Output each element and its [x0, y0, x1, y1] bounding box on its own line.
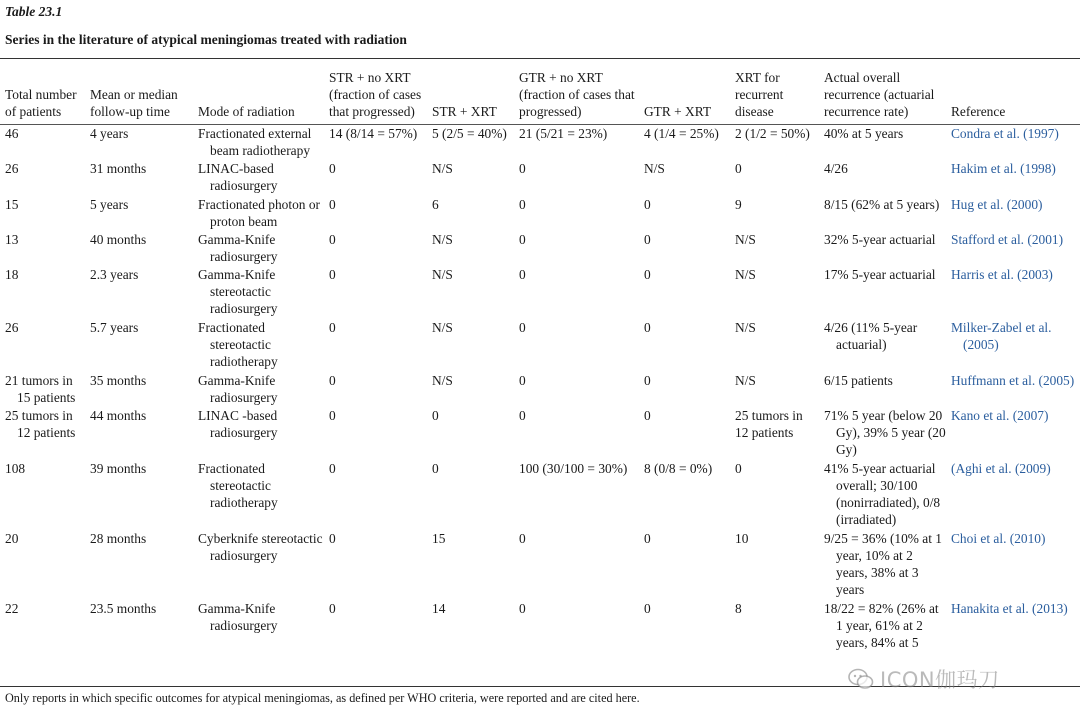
cell-gtr-xrt [639, 318, 730, 371]
cell-reference [946, 230, 1080, 265]
cell-str-no-xrt [324, 230, 427, 265]
cell-overall-recurrence [819, 159, 946, 195]
cell-gtr-xrt [639, 459, 730, 529]
cell-total-patients [0, 529, 85, 599]
cell-overall-recurrence [819, 459, 946, 529]
cell-gtr-xrt [639, 371, 730, 406]
cell-str-xrt [427, 406, 514, 459]
data-table [0, 60, 1080, 659]
cell-text: 8 [735, 601, 742, 616]
cell-text: 0 [735, 161, 742, 176]
cell-text: 4/26 [824, 161, 848, 176]
cell-text: Cyberknife stereotactic radiosurgery [198, 531, 323, 563]
cell-text: 0 [644, 601, 651, 616]
cell-overall-recurrence [819, 230, 946, 265]
cell-str-xrt [427, 371, 514, 406]
cell-follow-up [85, 529, 193, 599]
cell-text: 35 months [90, 373, 147, 388]
cell-str-xrt [427, 599, 514, 659]
cell-text: N/S [432, 373, 453, 388]
cell-text: 0 [644, 232, 651, 247]
reference-link[interactable]: Kano et al. (2007) [951, 408, 1049, 423]
cell-text: 0 [329, 461, 336, 476]
col-header-gtr-xrt: GTR + XRT [644, 104, 712, 119]
cell-follow-up [85, 318, 193, 371]
cell-text: 20 [5, 531, 19, 546]
cell-text: 25 tumors in 12 patients [735, 408, 803, 440]
cell-text: 0 [519, 408, 526, 423]
cell-str-no-xrt [324, 265, 427, 318]
table-row [0, 529, 1080, 599]
cell-str-xrt [427, 529, 514, 599]
cell-gtr-no-xrt [514, 599, 639, 659]
col-header-overall-recurrence: Actual overall recurrence (actuarial recurrence rate) [824, 70, 935, 119]
reference-link[interactable]: Huffmann et al. (2005) [951, 373, 1075, 388]
cell-text: 4/26 (11% 5-year actuarial) [824, 320, 918, 352]
cell-text: Gamma-Knife radiosurgery [198, 601, 278, 633]
cell-mode [193, 265, 324, 318]
cell-follow-up [85, 265, 193, 318]
cell-follow-up [85, 371, 193, 406]
cell-text: 23.5 months [90, 601, 157, 616]
table-row [0, 406, 1080, 459]
reference-link[interactable]: Hug et al. (2000) [951, 197, 1043, 212]
cell-reference [946, 406, 1080, 459]
cell-text: 46 [5, 126, 19, 141]
col-header-reference: Reference [951, 104, 1006, 119]
cell-text: 5.7 years [90, 320, 139, 335]
cell-mode [193, 406, 324, 459]
cell-reference [946, 159, 1080, 195]
cell-str-no-xrt [324, 195, 427, 230]
table-row [0, 265, 1080, 318]
cell-gtr-no-xrt [514, 159, 639, 195]
top-rule [0, 58, 1080, 59]
col-header-mode: Mode of radiation [198, 104, 295, 119]
cell-text: 8/15 (62% at 5 years) [824, 197, 940, 212]
cell-text: 15 [432, 531, 446, 546]
cell-xrt-recurrent [730, 599, 819, 659]
cell-text: 4 years [90, 126, 129, 141]
cell-follow-up [85, 406, 193, 459]
cell-text: 0 [519, 373, 526, 388]
watermark [848, 664, 1000, 694]
cell-text: N/S [735, 232, 756, 247]
cell-follow-up [85, 459, 193, 529]
table-footnote: Only reports in which specific outcomes for atypical meningiomas, as defined per WHO criteria, were reported and are cited here. [5, 691, 640, 705]
cell-gtr-xrt [639, 124, 730, 159]
cell-gtr-xrt [639, 159, 730, 195]
cell-str-xrt [427, 195, 514, 230]
cell-text: 0 [519, 197, 526, 212]
cell-text: 6/15 patients [824, 373, 893, 388]
table-label: Table 23.1 [5, 4, 63, 19]
cell-follow-up [85, 195, 193, 230]
cell-text: 0 [432, 461, 439, 476]
cell-total-patients [0, 195, 85, 230]
cell-text: 31 months [90, 161, 147, 176]
reference-link[interactable]: Condra et al. (1997) [951, 126, 1059, 141]
reference-link[interactable]: Milker-Zabel et al. (2005) [951, 320, 1052, 352]
cell-text: 26 [5, 161, 19, 176]
cell-text: 9/25 = 36% (10% at 1 year, 10% at 2 years, 38% at 3 years [824, 531, 943, 597]
reference-link[interactable]: Stafford et al. (2001) [951, 232, 1064, 247]
cell-xrt-recurrent [730, 124, 819, 159]
cell-text: 0 [329, 320, 336, 335]
cell-text: 0 [329, 601, 336, 616]
cell-reference [946, 371, 1080, 406]
cell-str-no-xrt [324, 318, 427, 371]
cell-text: N/S [432, 161, 453, 176]
cell-mode [193, 371, 324, 406]
cell-gtr-no-xrt [514, 318, 639, 371]
cell-reference [946, 459, 1080, 529]
table-row [0, 230, 1080, 265]
cell-text: 21 (5/21 = 23%) [519, 126, 608, 141]
cell-gtr-xrt [639, 265, 730, 318]
cell-text: 40% at 5 years [824, 126, 904, 141]
cell-text: 14 [432, 601, 446, 616]
cell-overall-recurrence [819, 124, 946, 159]
cell-text: 0 [644, 197, 651, 212]
cell-str-no-xrt [324, 159, 427, 195]
cell-text: 2 (1/2 = 50%) [735, 126, 810, 141]
cell-text: N/S [644, 161, 665, 176]
cell-overall-recurrence [819, 195, 946, 230]
cell-text: N/S [432, 267, 453, 282]
cell-total-patients [0, 159, 85, 195]
reference-link[interactable]: (Aghi et al. (2009) [951, 461, 1051, 476]
cell-text: 15 [5, 197, 19, 212]
cell-text: 8 (0/8 = 0%) [644, 461, 713, 476]
cell-total-patients [0, 371, 85, 406]
cell-gtr-xrt [639, 599, 730, 659]
cell-text: N/S [735, 320, 756, 335]
table-row [0, 124, 1080, 159]
cell-gtr-no-xrt [514, 195, 639, 230]
cell-gtr-no-xrt [514, 406, 639, 459]
cell-gtr-xrt [639, 195, 730, 230]
cell-text: 41% 5-year actuarial overall; 30/100 (nonirradiated), 0/8 (irradiated) [824, 461, 941, 527]
cell-mode [193, 124, 324, 159]
cell-str-no-xrt [324, 459, 427, 529]
cell-text: 0 [329, 232, 336, 247]
cell-text: 44 months [90, 408, 147, 423]
cell-text: 0 [519, 531, 526, 546]
cell-text: 108 [5, 461, 26, 476]
cell-text: LINAC-based radiosurgery [198, 161, 278, 193]
cell-gtr-xrt [639, 529, 730, 599]
col-header-gtr-no-xrt: GTR + no XRT (fraction of cases that progressed) [519, 70, 635, 119]
cell-text: N/S [432, 232, 453, 247]
cell-text: 0 [432, 408, 439, 423]
cell-text: 71% 5 year (below 20 Gy), 39% 5 year (20 Gy) [824, 408, 946, 457]
cell-str-no-xrt [324, 124, 427, 159]
cell-total-patients [0, 230, 85, 265]
cell-text: 100 (30/100 = 30%) [519, 461, 628, 476]
cell-mode [193, 230, 324, 265]
cell-mode [193, 459, 324, 529]
cell-text: 0 [329, 161, 336, 176]
cell-gtr-no-xrt [514, 265, 639, 318]
cell-reference [946, 599, 1080, 659]
cell-gtr-no-xrt [514, 371, 639, 406]
cell-str-xrt [427, 318, 514, 371]
cell-text: 0 [644, 408, 651, 423]
cell-overall-recurrence [819, 529, 946, 599]
cell-text: 0 [329, 373, 336, 388]
cell-text: N/S [735, 373, 756, 388]
cell-reference [946, 124, 1080, 159]
reference-link[interactable]: Choi et al. (2010) [951, 531, 1046, 546]
cell-text: Fractionated photon or proton beam [198, 197, 320, 229]
cell-xrt-recurrent [730, 230, 819, 265]
cell-str-no-xrt [324, 529, 427, 599]
cell-text: 22 [5, 601, 19, 616]
cell-xrt-recurrent [730, 159, 819, 195]
cell-str-xrt [427, 159, 514, 195]
cell-text: 0 [519, 232, 526, 247]
table-caption: Series in the literature of atypical meningiomas treated with radiation [5, 32, 407, 47]
cell-text: 0 [329, 531, 336, 546]
cell-xrt-recurrent [730, 529, 819, 599]
cell-total-patients [0, 265, 85, 318]
table-row [0, 318, 1080, 371]
cell-str-xrt [427, 459, 514, 529]
cell-text: 9 [735, 197, 742, 212]
col-header-str-no-xrt: STR + no XRT (fraction of cases that progressed) [329, 70, 422, 119]
cell-gtr-xrt [639, 230, 730, 265]
cell-text: N/S [432, 320, 453, 335]
col-header-str-xrt: STR + XRT [432, 104, 497, 119]
cell-str-no-xrt [324, 599, 427, 659]
table-body [0, 124, 1080, 659]
cell-str-xrt [427, 265, 514, 318]
cell-overall-recurrence [819, 318, 946, 371]
cell-text: 0 [519, 320, 526, 335]
cell-xrt-recurrent [730, 265, 819, 318]
reference-link[interactable]: Harris et al. (2003) [951, 267, 1053, 282]
cell-text: 18 [5, 267, 19, 282]
cell-text: 39 months [90, 461, 147, 476]
cell-text: 26 [5, 320, 19, 335]
cell-text: 0 [644, 267, 651, 282]
cell-follow-up [85, 124, 193, 159]
cell-text: 0 [329, 408, 336, 423]
cell-gtr-no-xrt [514, 124, 639, 159]
cell-text: Fractionated stereotactic radiotherapy [198, 320, 278, 369]
table-row [0, 599, 1080, 659]
cell-text: 14 (8/14 = 57%) [329, 126, 418, 141]
cell-str-no-xrt [324, 406, 427, 459]
table-row [0, 371, 1080, 406]
cell-mode [193, 318, 324, 371]
cell-str-xrt [427, 230, 514, 265]
cell-text: 5 years [90, 197, 129, 212]
cell-total-patients [0, 406, 85, 459]
cell-text: 2.3 years [90, 267, 139, 282]
cell-gtr-xrt [639, 406, 730, 459]
cell-total-patients [0, 459, 85, 529]
reference-link[interactable]: Hanakita et al. (2013) [951, 601, 1068, 616]
cell-overall-recurrence [819, 599, 946, 659]
cell-text: 13 [5, 232, 19, 247]
cell-overall-recurrence [819, 265, 946, 318]
cell-xrt-recurrent [730, 195, 819, 230]
cell-text: 32% 5-year actuarial [824, 232, 936, 247]
cell-text: 5 (2/5 = 40%) [432, 126, 507, 141]
cell-text: 10 [735, 531, 749, 546]
cell-mode [193, 159, 324, 195]
chat-bubbles-icon [848, 668, 874, 690]
cell-text: 0 [519, 267, 526, 282]
col-header-xrt-recurrent: XRT for recurrent disease [735, 70, 784, 119]
cell-total-patients [0, 599, 85, 659]
cell-str-no-xrt [324, 371, 427, 406]
cell-text: 4 (1/4 = 25%) [644, 126, 719, 141]
cell-mode [193, 195, 324, 230]
cell-text: N/S [735, 267, 756, 282]
cell-total-patients [0, 124, 85, 159]
cell-mode [193, 529, 324, 599]
cell-xrt-recurrent [730, 406, 819, 459]
cell-text: 40 months [90, 232, 147, 247]
cell-total-patients [0, 318, 85, 371]
cell-gtr-no-xrt [514, 230, 639, 265]
cell-text: 0 [735, 461, 742, 476]
cell-text: 0 [644, 320, 651, 335]
cell-text: 0 [519, 601, 526, 616]
table-row [0, 195, 1080, 230]
cell-reference [946, 265, 1080, 318]
cell-text: Fractionated external beam radiotherapy [198, 126, 312, 158]
cell-text: Fractionated stereotactic radiotherapy [198, 461, 278, 510]
cell-follow-up [85, 599, 193, 659]
cell-text: Gamma-Knife radiosurgery [198, 232, 278, 264]
cell-follow-up [85, 230, 193, 265]
table-row [0, 459, 1080, 529]
cell-reference [946, 318, 1080, 371]
cell-text: 17% 5-year actuarial [824, 267, 936, 282]
cell-text: 0 [519, 161, 526, 176]
cell-text: Gamma-Knife radiosurgery [198, 373, 278, 405]
watermark-text: ICON伽玛刀 [880, 668, 1000, 692]
cell-overall-recurrence [819, 406, 946, 459]
cell-gtr-no-xrt [514, 459, 639, 529]
cell-reference [946, 529, 1080, 599]
col-header-follow-up: Mean or median follow-up time [90, 87, 178, 119]
cell-text: 0 [329, 197, 336, 212]
table-row [0, 159, 1080, 195]
cell-xrt-recurrent [730, 371, 819, 406]
cell-text: Gamma-Knife stereotactic radiosurgery [198, 267, 278, 316]
cell-text: LINAC -based radiosurgery [198, 408, 278, 440]
cell-reference [946, 195, 1080, 230]
cell-xrt-recurrent [730, 318, 819, 371]
cell-overall-recurrence [819, 371, 946, 406]
cell-text: 25 tumors in 12 patients [5, 408, 76, 440]
cell-str-xrt [427, 124, 514, 159]
reference-link[interactable]: Hakim et al. (1998) [951, 161, 1056, 176]
cell-text: 0 [329, 267, 336, 282]
cell-text: 0 [644, 531, 651, 546]
cell-text: 21 tumors in 15 patients [5, 373, 76, 405]
cell-follow-up [85, 159, 193, 195]
cell-xrt-recurrent [730, 459, 819, 529]
cell-text: 6 [432, 197, 439, 212]
cell-text: 28 months [90, 531, 147, 546]
cell-text: 18/22 = 82% (26% at 1 year, 61% at 2 years, 84% at 5 [824, 601, 939, 650]
cell-mode [193, 599, 324, 659]
cell-gtr-no-xrt [514, 529, 639, 599]
col-header-total-patients: Total number of patients [5, 87, 77, 119]
cell-text: 0 [644, 373, 651, 388]
